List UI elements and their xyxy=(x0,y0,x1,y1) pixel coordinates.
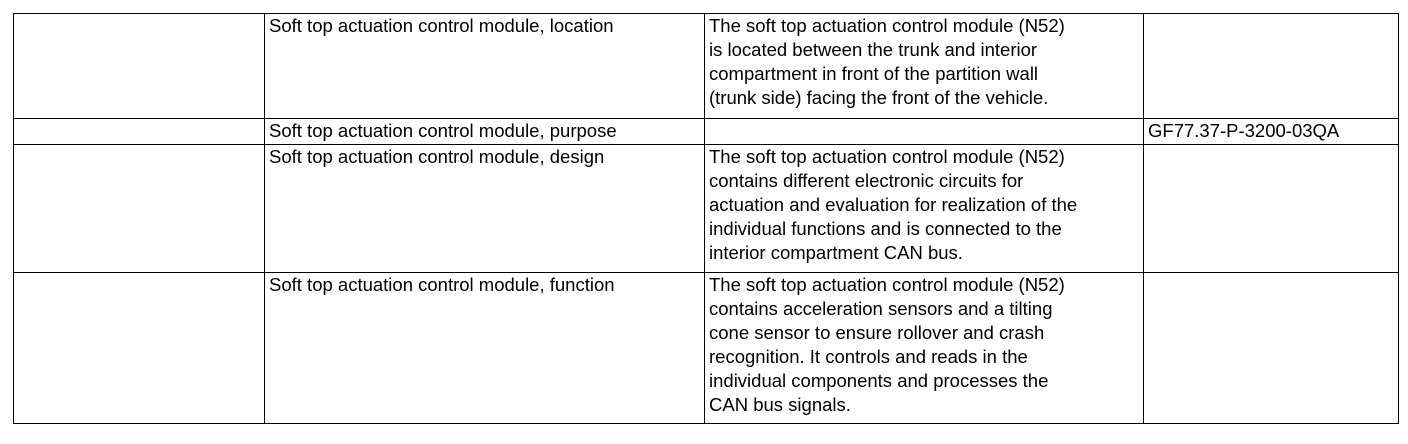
reference-link[interactable]: GF77.37-P-3200-03QA xyxy=(1144,119,1399,145)
category-cell xyxy=(14,14,265,119)
table-row xyxy=(14,273,1399,424)
topic-cell: Soft top actuation control module, location xyxy=(265,14,705,119)
topic-cell: Soft top actuation control module, design xyxy=(265,145,705,273)
description-cell: The soft top actuation control module (N52) is located between the trunk and interior compartment in front of the partition wall (trunk side) facing the front of the vehicle. xyxy=(705,14,1144,119)
reference-cell xyxy=(1144,145,1399,273)
document-table xyxy=(13,13,1399,424)
topic-cell: Soft top actuation control module, purpose xyxy=(265,119,705,145)
category-cell xyxy=(14,119,265,145)
table-row xyxy=(14,14,1399,119)
description-cell: The soft top actuation control module (N52) contains acceleration sensors and a tilting cone sensor to ensure rollover and crash recognition. It controls and reads in the individual components and processes the CAN bus signals. xyxy=(705,273,1144,424)
table-row xyxy=(14,145,1399,273)
table-row xyxy=(14,119,1399,145)
reference-cell xyxy=(1144,14,1399,119)
topic-cell: Soft top actuation control module, function xyxy=(265,273,705,424)
category-cell xyxy=(14,273,265,424)
reference-cell xyxy=(1144,273,1399,424)
description-cell xyxy=(705,119,1144,145)
category-cell xyxy=(14,145,265,273)
description-cell: The soft top actuation control module (N52) contains different electronic circuits for actuation and evaluation for realization of the individual functions and is connected to the interior compartment CAN bus. xyxy=(705,145,1144,273)
